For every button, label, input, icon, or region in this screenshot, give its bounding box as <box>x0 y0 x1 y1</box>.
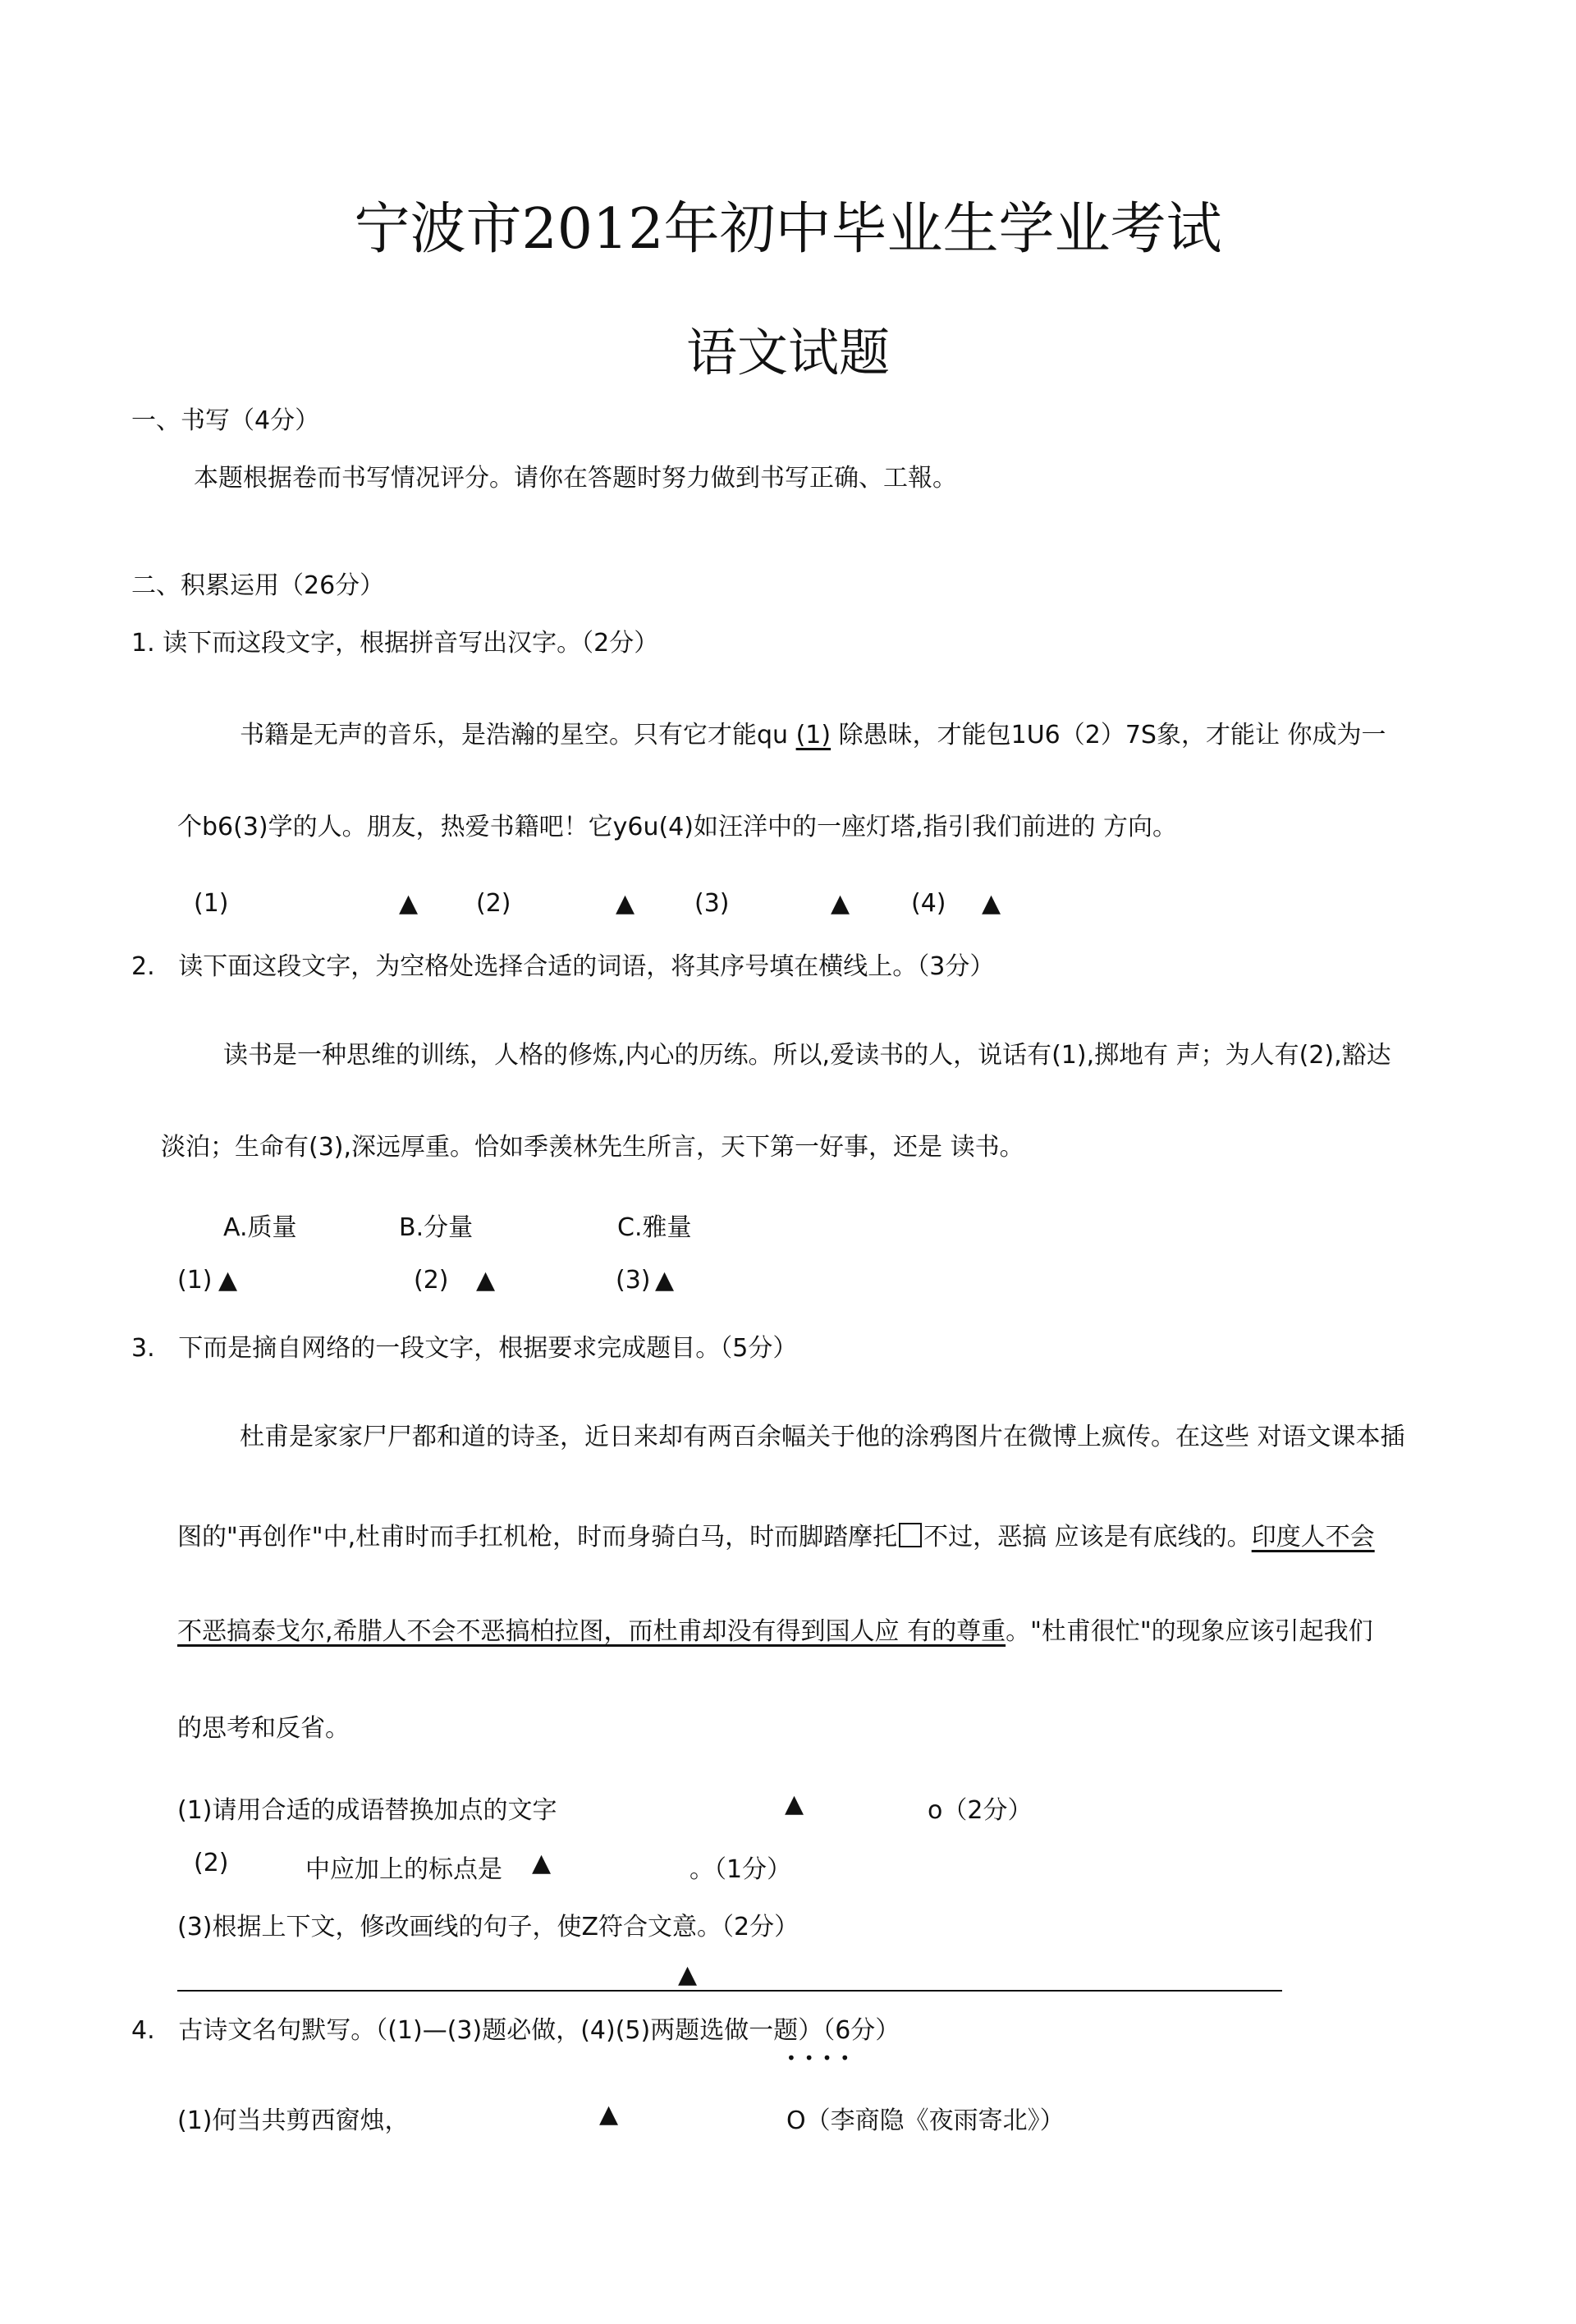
answer-mark-icon: ▲ <box>399 889 419 918</box>
answer-mark-icon: ▲ <box>831 889 850 918</box>
q4-sub1: (1)何当共剪西窗烛， <box>177 2106 410 2135</box>
q1-answer-label-4: (4) <box>911 889 946 918</box>
q3-passage-line2 <box>177 1516 1375 1552</box>
answer-mark-icon: ▲ <box>476 1266 496 1295</box>
section-2-heading: 二、积累运用（26分） <box>131 571 385 600</box>
q1-passage-line1-c: 除愚昧，才能包1U6（2）7S象，才能让 你成为一 <box>831 721 1386 749</box>
q2-option-a: A.质量 <box>223 1213 297 1242</box>
q1-blank-1: (1) <box>795 721 832 749</box>
q3-passage-line3-b: 。"杜甫很忙"的现象应该引起我们 <box>1006 1617 1373 1646</box>
q2-passage-line1: 读书是一种思维的训练，人格的修炼,内心的历练。所以,爱读书的人，说话有(1),掷地有 声；为人有(2),豁达 <box>223 1041 1391 1070</box>
q1-passage-line1-a: 书籍是无声的音乐，是浩瀚的星空。只有它才能qu <box>240 721 796 749</box>
q1-answer-label-2: (2) <box>476 889 511 918</box>
answer-line <box>177 1990 1282 1992</box>
q2-passage-line2: 淡泊；生命有(3),深远厚重。恰如季羡林先生所言，天下第一好事，还是 读书。 <box>161 1133 1024 1162</box>
q3-sub2-text: 中应加上的标点是 <box>305 1855 502 1884</box>
page-subtitle: 语文试题 <box>685 323 890 383</box>
q2-answer-label-2: (2) <box>414 1266 449 1295</box>
answer-mark-icon: ▲ <box>599 2100 619 2129</box>
page-title: 宁波市2012年初中毕业生学业考试 <box>354 197 1222 262</box>
answer-mark-icon: ▲ <box>218 1266 238 1295</box>
q1-passage-line2: 个b6(3)学的人。朋友，热爱书籍吧！它y6u(4)如汪洋中的一座灯塔,指引我们前进的 方向。 <box>177 813 1178 841</box>
emphasis-dots: •••• <box>786 2048 859 2068</box>
q3-passage-line4: 的思考和反省。 <box>177 1714 350 1743</box>
answer-mark-icon: ▲ <box>678 1960 698 1989</box>
q3-sub1-points: o（2分） <box>928 1796 1033 1825</box>
answer-mark-icon: ▲ <box>982 889 1001 918</box>
q3-underlined-sentence: 不恶搞泰戈尔,希腊人不会不恶搞柏拉图，而杜甫却没有得到国人应 有的尊重 <box>177 1617 1006 1646</box>
q3-sub1: (1)请用合适的成语替换加点的文字 <box>177 1796 557 1825</box>
answer-mark-icon: ▲ <box>655 1266 675 1295</box>
q3-stem: 3. 下而是摘自网络的一段文字，根据要求完成题目。（5分） <box>131 1334 798 1363</box>
q1-passage-line1 <box>240 714 1386 750</box>
q2-option-b: B.分量 <box>399 1213 474 1242</box>
q3-passage-line2-b: 不过，恶搞 应该是有底线的。 <box>923 1523 1252 1552</box>
q4-stem: 4. 古诗文名句默写。（(1)—(3)题必做，(4)(5)两题选做一题）（6分） <box>131 2016 900 2045</box>
q1-answer-label-3: (3) <box>694 889 730 918</box>
q3-sub2-label: (2) <box>194 1849 229 1877</box>
q3-sub3: (3)根据上下文，修改画线的句子，使Z符合文意。（2分） <box>177 1913 799 1941</box>
q3-sub2-points: 。（1分） <box>690 1855 792 1884</box>
q2-stem: 2. 读下面这段文字，为空格处选择合适的词语，将其序号填在横线上。（3分） <box>131 952 995 981</box>
answer-mark-icon: ▲ <box>532 1849 552 1877</box>
q2-option-c: C.雅量 <box>617 1213 692 1242</box>
q3-underlined-sentence-start: 印度人不会 <box>1251 1523 1375 1552</box>
q3-passage-line3 <box>177 1611 1373 1647</box>
answer-mark-icon: ▲ <box>785 1790 804 1818</box>
section-1-text: 本题根据卷而书写情况评分。请你在答题时努力做到书写正确、工報。 <box>194 464 957 493</box>
q3-passage-line2-a: 图的"再创作"中,杜甫时而手扛机枪，时而身骑白马，时而脚踏摩托 <box>177 1523 898 1552</box>
q2-answer-label-1: (1) <box>177 1266 213 1295</box>
q4-sub1-source: O（李商隐《夜雨寄北》） <box>786 2106 1065 2135</box>
section-1-heading: 一、书写（4分） <box>131 406 320 435</box>
q3-passage-line1: 杜甫是家家尸尸都和道的诗圣，近日来却有两百余幅关于他的涂鸦图片在微博上疯传。在这些 对语文课本插 <box>240 1423 1405 1451</box>
q2-answer-label-3: (3) <box>616 1266 651 1295</box>
blank-box <box>899 1523 922 1547</box>
q1-stem: 1. 读下而这段文字，根据拼音写出汉字。（2分） <box>131 629 659 658</box>
q1-answer-label-1: (1) <box>194 889 229 918</box>
answer-mark-icon: ▲ <box>616 889 635 918</box>
